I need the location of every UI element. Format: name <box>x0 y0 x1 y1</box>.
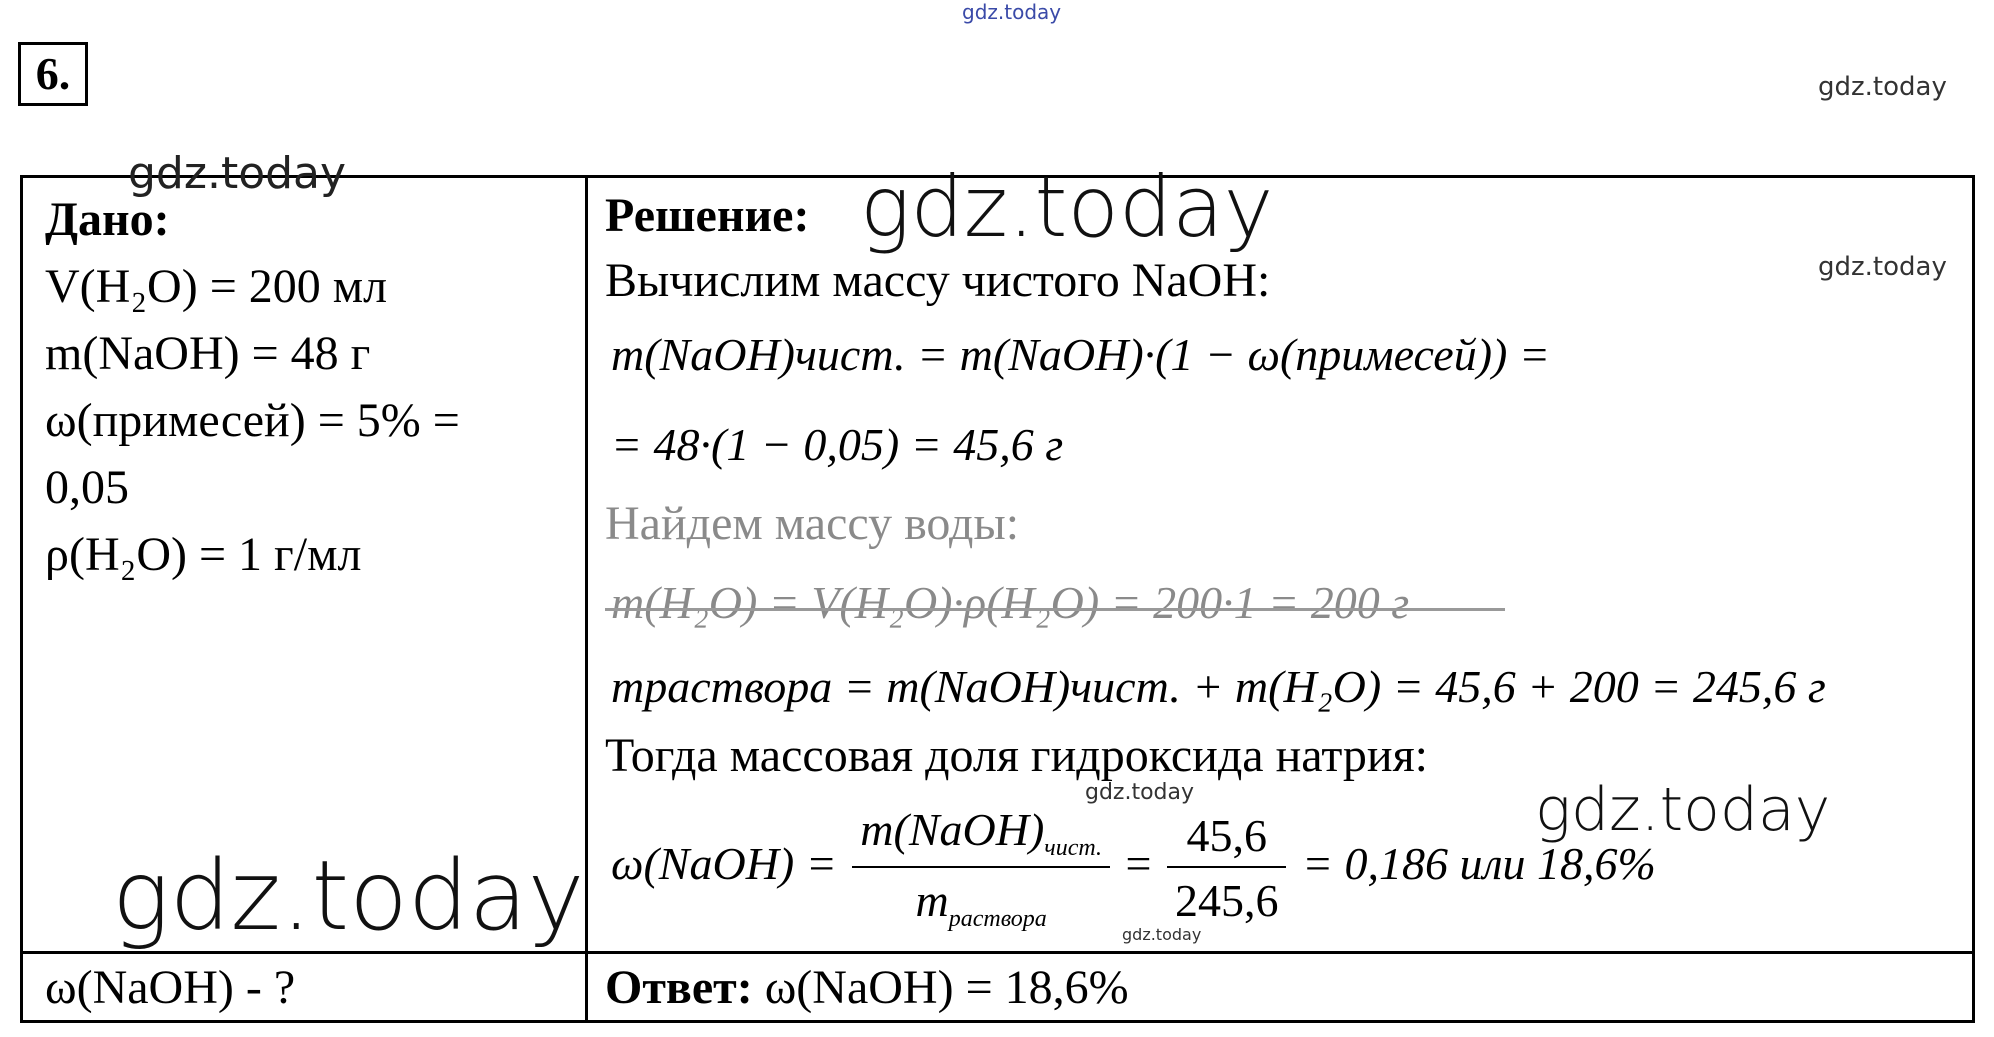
step3-text: Тогда массовая доля гидроксида натрия: <box>605 729 1428 782</box>
eq4-result: = 0,186 или 18,6% <box>1301 837 1656 889</box>
watermark-right-1: gdz.today <box>1818 72 1947 102</box>
answer-value: ω(NaOH) = 18,6% <box>764 961 1129 1014</box>
equation-4: ω(NaOH) = $\frac{m(NaOH)_{чист.}}{m_{раствора}}$ = $\frac{45,6}{245,6}$ = 0,186 или 18,6% <box>611 804 1656 933</box>
watermark-right-big: gdz.today <box>1535 775 1831 845</box>
unknown-value: ω(NaOH) - ? <box>45 961 296 1014</box>
given-line: V(H₂O) = 200 мл <box>45 260 388 313</box>
frac1-num-sub: чист. <box>1044 835 1102 862</box>
equation-2: m(H₂O) = V(H₂O)·ρ(H₂O) = 200·1 = 200 г <box>611 577 1410 628</box>
frac1-den: m <box>915 875 949 927</box>
watermark-right-2: gdz.today <box>1818 252 1947 282</box>
strike-mark <box>605 608 1505 611</box>
eq4-lhs: ω(NaOH) = <box>611 837 837 889</box>
equation-1a: m(NaOH)чист. = m(NaOH)·(1 − ω(примесей)) = <box>611 329 1550 380</box>
step1-text: Вычислим массу чистого NaOH: <box>605 254 1271 307</box>
fraction-mass <box>852 803 1110 933</box>
frac1-den-sub: раствора <box>948 906 1047 933</box>
equation-1b: = 48·(1 − 0,05) = 45,6 г <box>611 419 1064 470</box>
problem-number: 6. <box>18 42 88 106</box>
fraction-numbers <box>1167 809 1287 927</box>
solution-heading: Решение: <box>605 189 810 242</box>
given-heading: Дано: <box>45 193 170 246</box>
equation-3: mраствора = m(NaOH)чист. + m(H₂O) = 45,6 + 200 = 245,6 г <box>611 661 1826 712</box>
frac1-num: m(NaOH) <box>860 804 1045 855</box>
answer-line <box>605 960 1129 1016</box>
frac2-den: 245,6 <box>1167 866 1287 927</box>
given-line: 0,05 <box>45 461 129 514</box>
watermark-given: gdz.today <box>128 148 347 199</box>
column-divider <box>585 178 588 1020</box>
frac2-num: 45,6 <box>1186 810 1267 862</box>
given-line: m(NaOH) = 48 г <box>45 327 371 380</box>
watermark-solution-head: gdz.today <box>860 158 1274 256</box>
given-line: ω(примесей) = 5% = <box>45 394 460 447</box>
given-section <box>45 186 460 588</box>
watermark-mid: gdz.today <box>1085 780 1195 805</box>
watermark-tiny: gdz.today <box>1122 925 1202 944</box>
watermark-left-big: gdz.today <box>112 840 585 952</box>
step2-text: Найдем массу воды: <box>605 497 1020 550</box>
given-line: ρ(H₂O) = 1 г/мл <box>45 528 362 581</box>
answer-label: Ответ: <box>605 961 753 1014</box>
watermark-top: gdz.today <box>962 0 1062 24</box>
